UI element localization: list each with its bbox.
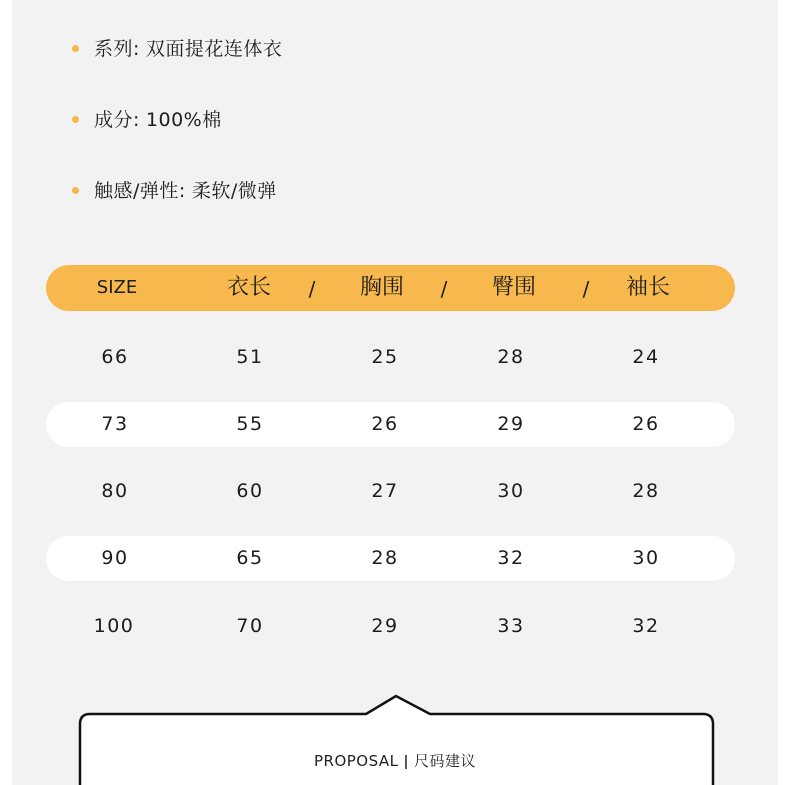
cell-size: 100 [93, 615, 135, 637]
spec-label: 成分: [94, 109, 140, 131]
cell-chest: 28 [371, 547, 399, 569]
cell-length: 65 [236, 547, 264, 569]
cell-length: 55 [236, 413, 264, 435]
cell-hip: 32 [497, 547, 525, 569]
header-sleeve: 袖长 [625, 275, 671, 300]
spec-value: 柔软/微弹 [191, 180, 277, 202]
spec-value: 双面提花连体衣 [145, 38, 283, 60]
cell-hip: 33 [497, 615, 525, 637]
cell-chest: 25 [371, 346, 399, 368]
cell-chest: 27 [371, 480, 399, 502]
cell-sleeve: 24 [632, 346, 660, 368]
cell-size: 80 [101, 480, 129, 502]
header-length: 衣长 [226, 275, 272, 300]
spec-value: 100%棉 [145, 109, 222, 131]
cell-size: 90 [101, 547, 129, 569]
cell-sleeve: 30 [632, 547, 660, 569]
cell-length: 51 [236, 346, 264, 368]
cell-chest: 26 [371, 413, 399, 435]
cell-size: 73 [101, 413, 129, 435]
cell-hip: 30 [497, 480, 525, 502]
cell-length: 70 [236, 615, 264, 637]
header-separator: / [582, 277, 590, 301]
header-size: SIZE [96, 277, 138, 298]
header-separator: / [440, 277, 448, 301]
cell-length: 60 [236, 480, 264, 502]
cell-sleeve: 32 [632, 615, 660, 637]
spec-label: 触感/弹性: [94, 180, 186, 202]
cell-size: 66 [101, 346, 129, 368]
cell-sleeve: 26 [632, 413, 660, 435]
cell-chest: 29 [371, 615, 399, 637]
spec-label: 系列: [94, 38, 140, 60]
header-chest: 胸围 [359, 275, 405, 300]
cell-sleeve: 28 [632, 480, 660, 502]
header-hip: 臀围 [491, 275, 537, 300]
proposal-title: PROPOSAL ǀ 尺码建议 [313, 752, 476, 770]
cell-hip: 28 [497, 346, 525, 368]
header-separator: / [308, 277, 316, 301]
cell-hip: 29 [497, 413, 525, 435]
